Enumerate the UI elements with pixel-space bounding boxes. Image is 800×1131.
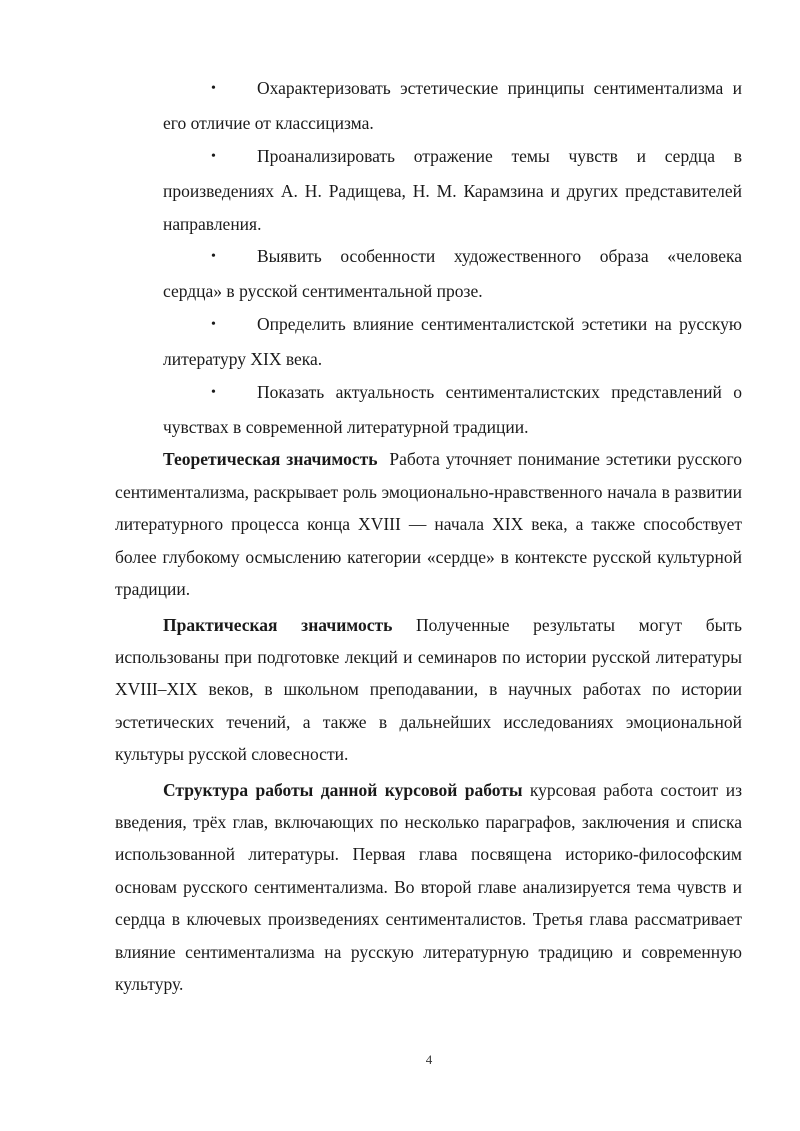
objective-bullet-1 — [115, 72, 742, 140]
practical-significance-text: Полученные результаты могут быть использованы при подготовке лекций и семинаров по истории русской литературы XVIII–XIX веков, в школьном преподавании, в научных работах по истории эстетических течений, а также в дальнейших исследованиях эмоциональной культуры русской словесности. — [115, 614, 742, 765]
objective-bullet-3 — [115, 240, 742, 308]
objective-text: Определить влияние сентименталистской эстетики на русскую литературу XIX века. — [163, 313, 742, 370]
theoretical-significance-text: Работа уточняет понимание эстетики русского сентиментализма, раскрывает роль эмоционально-нравственного начала в развитии литературного процесса конца XVIII — начала XIX века, а также способствует более глубокому осмыслению категории «сердце» в контексте русской культурной традиции. — [115, 449, 743, 600]
objective-bullet-5 — [115, 376, 742, 444]
bullet-marker: • — [211, 249, 216, 265]
page-content — [115, 72, 742, 1000]
objective-text: Выявить особенности художественного образа «человека сердца» в русской сентиментальной прозе. — [163, 246, 742, 302]
page-number: 4 — [425, 1052, 433, 1067]
structure-heading: Структура работы данной курсовой работы — [163, 779, 523, 800]
bullet-marker: • — [211, 148, 216, 164]
objective-bullet-2 — [115, 140, 742, 240]
practical-significance-paragraph — [115, 609, 742, 771]
structure-paragraph — [115, 774, 742, 1001]
structure-text: курсовая работа состоит из введения, трёх глав, включающих по несколько параграфов, заключения и списка использованной литературы. Первая глава посвящена историко-философским основам русского сентиментализма. Во второй главе анализируется тема чувств и сердца в ключевых произведениях сентименталистов. Третья глава рассматривает влияние сентиментализма на русскую литературную традицию и современную культуру. — [115, 779, 742, 994]
bullet-marker: • — [211, 384, 216, 400]
practical-significance-heading: Практическая значимость — [163, 614, 393, 635]
theoretical-significance-paragraph — [115, 443, 742, 605]
objective-text: Показать актуальность сентименталистских представлений о чувствах в современной литературной традиции. — [163, 381, 742, 438]
bullet-marker: • — [211, 316, 216, 332]
bullet-marker: • — [211, 81, 216, 96]
objective-bullet-4 — [115, 308, 742, 376]
objective-text: Проанализировать отражение темы чувств и сердца в произведениях А. Н. Радищева, Н. М. Карамзина и других представителей направления. — [163, 145, 742, 234]
theoretical-significance-heading: Теоретическая значимость — [163, 449, 378, 470]
objective-text: Охарактеризовать эстетические принципы сентиментализма и его отличие от классицизма. — [163, 78, 742, 134]
